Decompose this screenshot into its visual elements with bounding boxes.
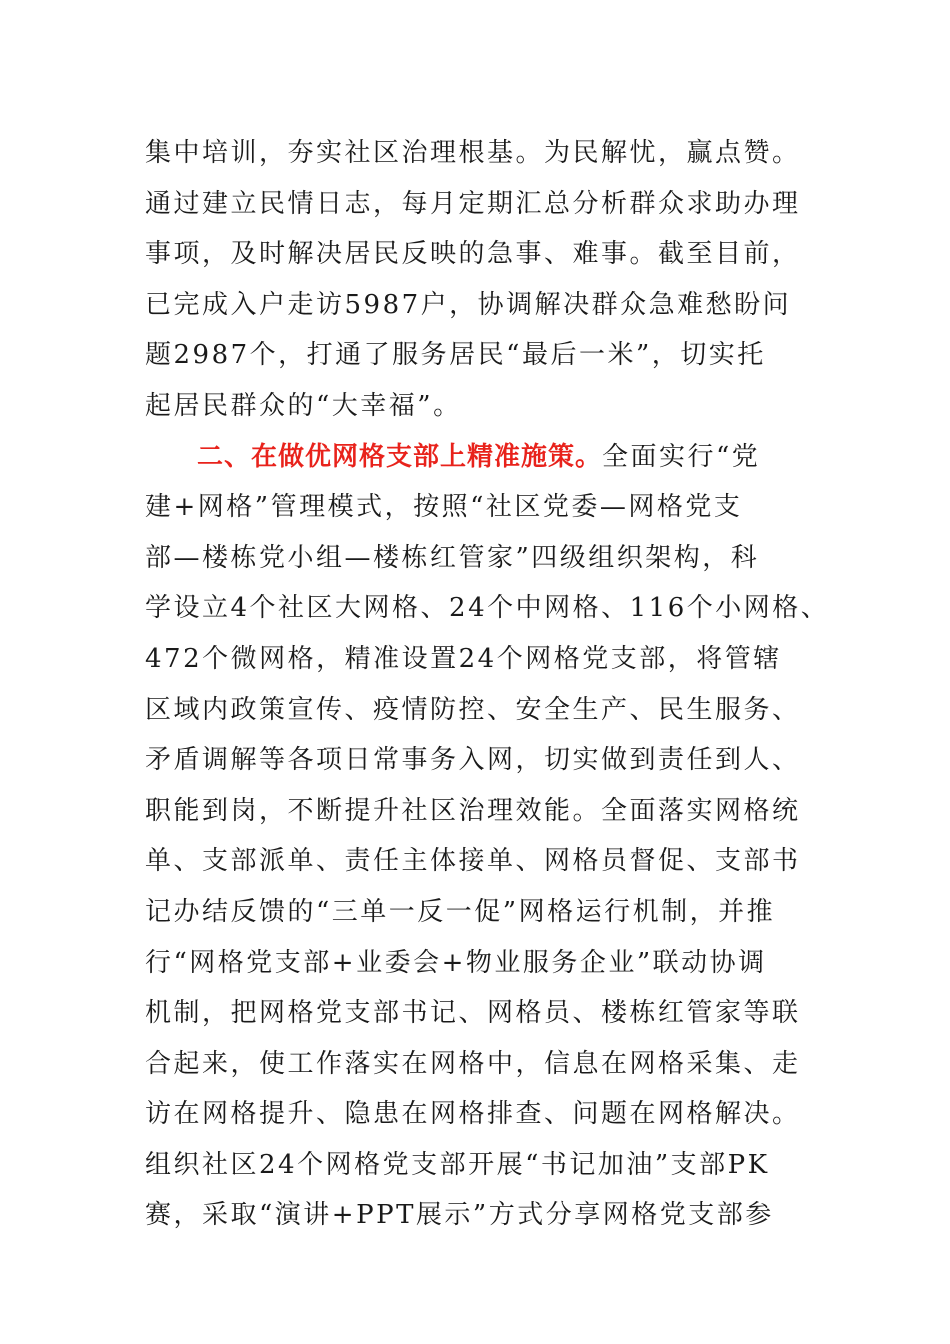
section-2-line-8: 职能到岗，不断提升社区治理效能。全面落实网格统 [145, 795, 801, 826]
section-2-line-13: 合起来，使工作落实在网格中，信息在网格采集、走 [145, 1048, 801, 1079]
section-2-line-9: 单、支部派单、责任主体接单、网格员督促、支部书 [145, 846, 801, 877]
section-2-line-10: 记办结反馈的“三单一反一促”网格运行机制，并推 [145, 896, 776, 927]
section-2-line-16: 赛，采取“演讲+PPT展示”方式分享网格党支部参 [145, 1200, 774, 1231]
section-2-line-15: 组织社区24个网格党支部开展“书记加油”支部PK [145, 1149, 770, 1180]
paragraph-1-line-5: 题2987个，打通了服务居民“最后一米”，切实托 [145, 340, 766, 371]
paragraph-1-line-6: 起居民群众的“大幸福”。 [145, 390, 462, 421]
section-2-line-5: 472个微网格，精准设置24个网格党支部，将管辖 [145, 643, 782, 674]
paragraph-1-line-4: 已完成入户走访5987户，协调解决群众急难愁盼问 [145, 289, 792, 320]
section-2-line-4: 学设立4个社区大网格、24个中网格、116个小网格、 [145, 593, 830, 624]
section-2-line-12: 机制，把网格党支部书记、网格员、楼栋红管家等联 [145, 998, 801, 1029]
paragraph-1-line-1: 集中培训，夯实社区治理根基。为民解忧，赢点赞。 [145, 138, 801, 168]
section-2-first-line-text: 全面实行“党 [602, 441, 761, 472]
section-2-line-7: 矛盾调解等各项日常事务入网，切实做到责任到人、 [145, 745, 801, 776]
section-2-line-3: 部—楼栋党小组—楼栋红管家”四级组织架构，科 [145, 542, 760, 573]
section-2-line-11: 行“网格党支部+业委会+物业服务企业”联动协调 [145, 947, 767, 978]
section-2-line-6: 区域内政策宣传、疫情防控、安全生产、民生服务、 [145, 694, 801, 725]
paragraph-1-line-3: 事项，及时解决居民反映的急事、难事。截至目前， [145, 239, 801, 270]
section-2-first-line [145, 432, 825, 483]
section-2-heading: 二、在做优网格支部上精准施策。 [197, 441, 603, 472]
section-2-line-14: 访在网格提升、隐患在网格排查、问题在网格解决。 [145, 1099, 801, 1130]
section-2-line-2: 建+网格”管理模式，按照“社区党委—网格党支 [145, 492, 743, 523]
document-body [145, 128, 830, 1241]
paragraph-1-line-2: 通过建立民情日志，每月定期汇总分析群众求助办理 [145, 188, 801, 219]
